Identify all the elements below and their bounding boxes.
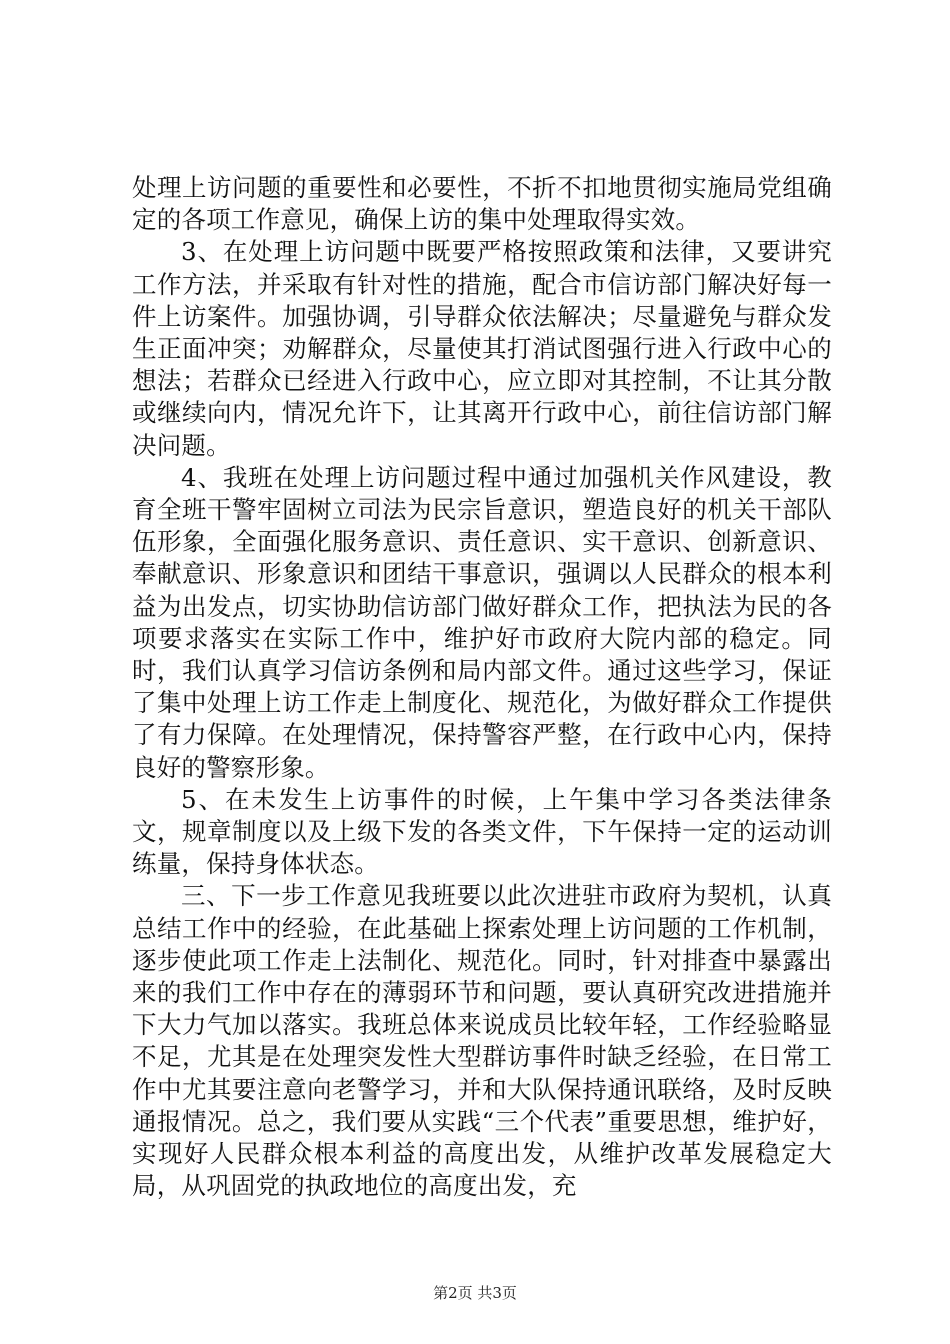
paragraph-section-three: 三、下一步工作意见我班要以此次进驻市政府为契机，认真总结工作中的经验，在此基础上探索处理上访问题的工作机制，逐步使此项工作走上法制化、规范化。同时，针对排查中暴露出来的我们工作中存在的薄弱环节和问题，要认真研究改进措施并下大力气加以落实。我班总体来说成员比较年轻，工作经验略显不足，尤其是在处理突发性大型群访事件时缺乏经验，在日常工作中尤其要注意向老警学习，并和大队保持通讯联络，及时反映通报情况。总之，我们要从实践“三个代表”重要思想，维护好，实现好人民群众根本利益的高度出发，从维护改革发展稳定大局，从巩固党的执政地位的高度出发，充 xyxy=(132,881,832,1201)
paragraph-item-5: 5、在未发生上访事件的时候，上午集中学习各类法律条文，规章制度以及上级下发的各类文件，下午保持一定的运动训练量，保持身体状态。 xyxy=(132,784,832,879)
paragraph-continuation: 处理上访问题的重要性和必要性，不折不扣地贯彻实施局党组确定的各项工作意见，确保上访的集中处理取得实效。 xyxy=(132,173,832,235)
page-number-footer: 第2页 共3页 xyxy=(433,1284,517,1302)
document-body xyxy=(132,172,832,1203)
paragraph-item-4: 4、我班在处理上访问题过程中通过加强机关作风建设，教育全班干警牢固树立司法为民宗旨意识，塑造良好的机关干部队伍形象，全面强化服务意识、责任意识、实干意识、创新意识、奉献意识、形象意识和团结干事意识，强调以人民群众的根本利益为出发点，切实协助信访部门做好群众工作，把执法为民的各项要求落实在实际工作中，维护好市政府大院内部的稳定。同时，我们认真学习信访条例和局内部文件。通过这些学习，保证了集中处理上访工作走上制度化、规范化，为做好群众工作提供了有力保障。在处理情况，保持警容严整，在行政中心内，保持良好的警察形象。 xyxy=(132,462,832,782)
paragraph-item-3: 3、在处理上访问题中既要严格按照政策和法律，又要讲究工作方法，并采取有针对性的措施，配合市信访部门解决好每一件上访案件。加强协调，引导群众依法解决；尽量避免与群众发生正面冲突；劝解群众，尽量使其打消试图强行进入行政中心的想法；若群众已经进入行政中心，应立即对其控制，不让其分散或继续向内，情况允许下，让其离开行政中心，前往信访部门解决问题。 xyxy=(132,237,832,460)
